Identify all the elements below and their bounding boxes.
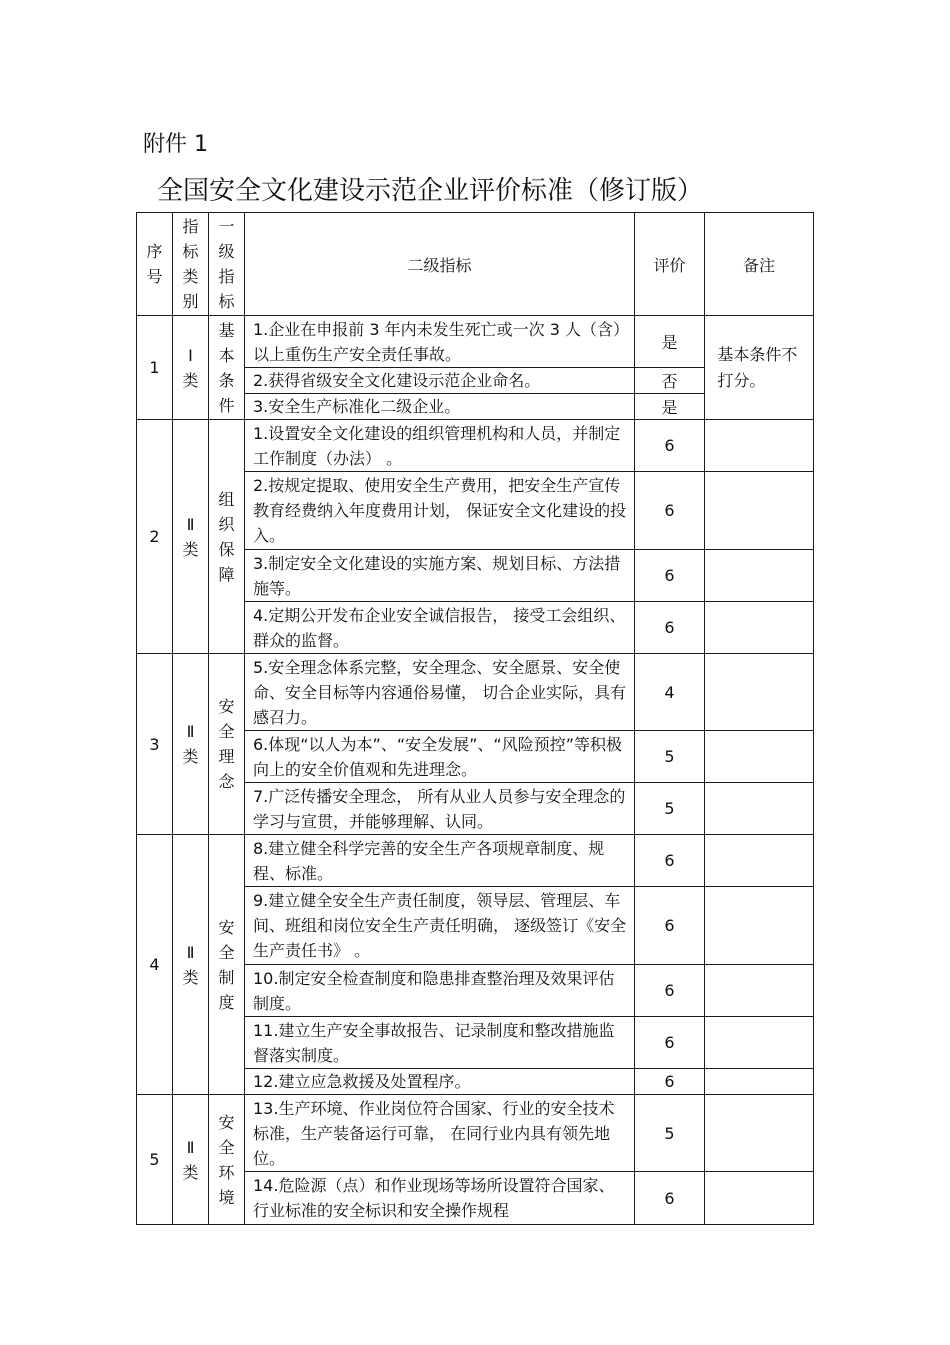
item-note <box>705 731 814 783</box>
item-score: 6 <box>635 965 705 1017</box>
group-seq: 1 <box>137 316 173 420</box>
group-level1: 组织保障 <box>209 420 245 654</box>
item-note <box>705 550 814 602</box>
group-category: Ⅰ类 <box>173 316 209 420</box>
item-text: 5.安全理念体系完整，安全理念、安全愿景、安全使命、安全目标等内容通俗易懂， 切合企业实际，具有感召力。 <box>245 654 635 731</box>
table-row <box>137 420 814 472</box>
attachment-label: 附件 1 <box>143 132 208 157</box>
item-score: 6 <box>635 550 705 602</box>
header-note: 备注 <box>705 213 814 316</box>
group-note: 基本条件不打分。 <box>705 316 814 420</box>
table-row <box>137 316 814 368</box>
item-text: 3.安全生产标准化二级企业。 <box>245 394 635 420</box>
group-seq: 2 <box>137 420 173 654</box>
header-row <box>137 213 814 316</box>
document-title: 全国安全文化建设示范企业评价标准（修订版） <box>157 176 704 206</box>
item-text: 1.设置安全文化建设的组织管理机构和人员，并制定工作制度（办法） 。 <box>245 420 635 472</box>
item-note <box>705 887 814 965</box>
group-level1: 基本条件 <box>209 316 245 420</box>
item-score: 5 <box>635 783 705 835</box>
item-score: 是 <box>635 394 705 420</box>
group-level1: 安全理念 <box>209 654 245 835</box>
item-text: 11.建立生产安全事故报告、记录制度和整改措施监督落实制度。 <box>245 1017 635 1069</box>
item-note <box>705 783 814 835</box>
item-text: 10.制定安全检查制度和隐患排查整治理及效果评估制度。 <box>245 965 635 1017</box>
item-text: 14.危险源（点）和作业现场等场所设置符合国家、行业标准的安全标识和安全操作规程 <box>245 1172 635 1225</box>
item-score: 5 <box>635 731 705 783</box>
item-text: 7.广泛传播安全理念， 所有从业人员参与安全理念的学习与宣贯，并能够理解、认同。 <box>245 783 635 835</box>
table-row <box>137 654 814 731</box>
item-score: 否 <box>635 368 705 394</box>
item-text: 9.建立健全安全生产责任制度，领导层、管理层、车间、班组和岗位安全生产责任明确， 逐级签订《安全生产责任书》 。 <box>245 887 635 965</box>
header-category: 指标类别 <box>173 213 209 316</box>
item-note <box>705 1172 814 1225</box>
item-score: 6 <box>635 835 705 887</box>
table-row <box>137 835 814 887</box>
item-note <box>705 602 814 654</box>
header-level2: 二级指标 <box>245 213 635 316</box>
item-score: 6 <box>635 1172 705 1225</box>
item-score: 6 <box>635 420 705 472</box>
item-text: 6.体现“以人为本”、“安全发展”、“风险预控”等积极向上的安全价值观和先进理念。 <box>245 731 635 783</box>
item-score: 6 <box>635 472 705 550</box>
item-note <box>705 835 814 887</box>
item-score: 4 <box>635 654 705 731</box>
table-row <box>137 1095 814 1172</box>
item-note <box>705 654 814 731</box>
item-text: 2.按规定提取、使用安全生产费用，把安全生产宣传教育经费纳入年度费用计划， 保证安全文化建设的投入。 <box>245 472 635 550</box>
item-text: 13.生产环境、作业岗位符合国家、行业的安全技术标准，生产装备运行可靠， 在同行业内具有领先地位。 <box>245 1095 635 1172</box>
group-seq: 5 <box>137 1095 173 1225</box>
item-text: 8.建立健全科学完善的安全生产各项规章制度、规程、标准。 <box>245 835 635 887</box>
group-category: Ⅱ类 <box>173 835 209 1095</box>
item-note <box>705 472 814 550</box>
header-score: 评价 <box>635 213 705 316</box>
item-note <box>705 1017 814 1069</box>
group-category: Ⅱ类 <box>173 1095 209 1225</box>
group-level1: 安全环境 <box>209 1095 245 1225</box>
item-text: 2.获得省级安全文化建设示范企业命名。 <box>245 368 635 394</box>
group-seq: 3 <box>137 654 173 835</box>
item-text: 3.制定安全文化建设的实施方案、规划目标、方法措施等。 <box>245 550 635 602</box>
item-note <box>705 420 814 472</box>
item-score: 6 <box>635 602 705 654</box>
evaluation-criteria-table <box>136 212 814 1225</box>
group-category: Ⅱ类 <box>173 420 209 654</box>
group-level1: 安全制度 <box>209 835 245 1095</box>
header-seq: 序号 <box>137 213 173 316</box>
item-text: 12.建立应急救援及处置程序。 <box>245 1069 635 1095</box>
item-note <box>705 1069 814 1095</box>
item-score: 5 <box>635 1095 705 1172</box>
item-note <box>705 1095 814 1172</box>
item-text: 1.企业在申报前 3 年内未发生死亡或一次 3 人（含）以上重伤生产安全责任事故。 <box>245 316 635 368</box>
item-score: 6 <box>635 887 705 965</box>
header-level1: 一级指标 <box>209 213 245 316</box>
item-score: 6 <box>635 1017 705 1069</box>
item-score: 6 <box>635 1069 705 1095</box>
item-note <box>705 965 814 1017</box>
item-score: 是 <box>635 316 705 368</box>
item-text: 4.定期公开发布企业安全诚信报告， 接受工会组织、群众的监督。 <box>245 602 635 654</box>
group-seq: 4 <box>137 835 173 1095</box>
group-category: Ⅱ类 <box>173 654 209 835</box>
